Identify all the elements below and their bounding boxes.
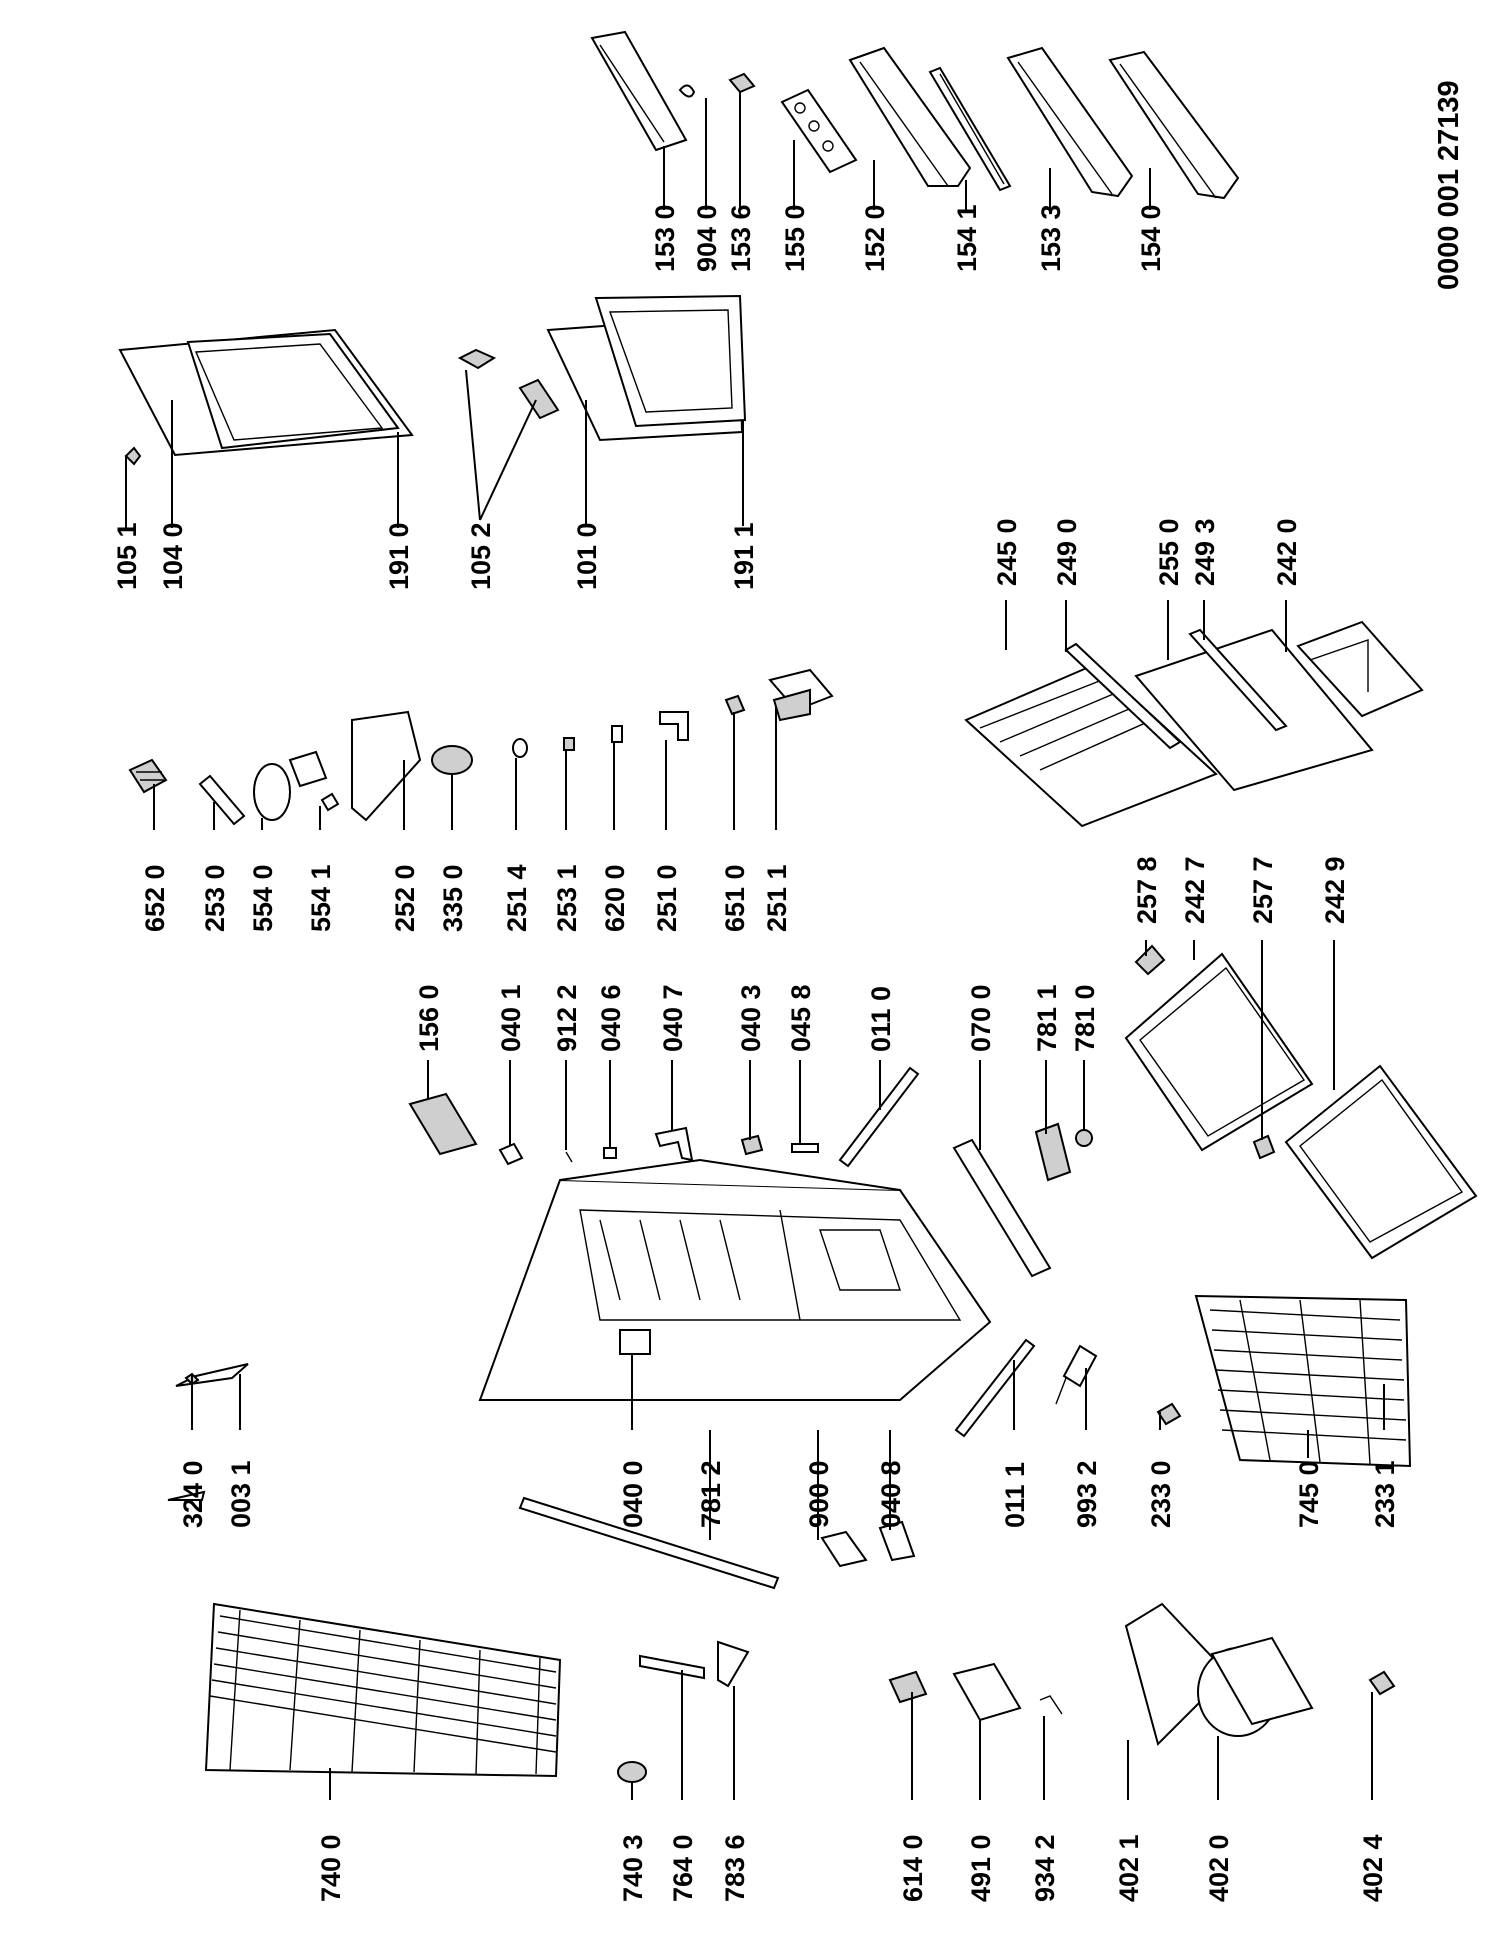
part-label: 011 1	[1000, 1461, 1030, 1528]
part-label: 153 3	[1036, 204, 1066, 272]
part-label: 257 7	[1248, 856, 1278, 924]
part-label: 242 0	[1272, 518, 1302, 586]
part-label: 045 8	[786, 984, 816, 1052]
part-label: 104 0	[158, 522, 188, 590]
part-label: 040 0	[618, 1460, 648, 1528]
part-label: 934 2	[1030, 1834, 1060, 1902]
part-drawings-shelves-drawers	[966, 622, 1476, 1258]
part-label: 402 4	[1358, 1834, 1388, 1902]
part-label: 191 1	[729, 522, 759, 590]
part-label: 040 1	[496, 984, 526, 1052]
part-label: 040 3	[736, 984, 766, 1052]
part-label: 003 1	[226, 1460, 256, 1528]
part-label: 155 0	[780, 204, 810, 272]
part-label: 153 6	[726, 204, 756, 272]
part-label: 620 0	[600, 864, 630, 932]
part-label: 324 0	[178, 1460, 208, 1528]
part-label: 251 1	[762, 864, 792, 932]
part-label: 781 2	[696, 1460, 726, 1528]
part-label: 491 0	[966, 1834, 996, 1902]
part-label: 105 1	[112, 522, 142, 590]
part-label: 783 6	[720, 1834, 750, 1902]
part-label: 257 8	[1132, 856, 1162, 924]
part-label: 740 3	[618, 1834, 648, 1902]
part-drawings-cabinet	[480, 1160, 990, 1400]
part-label: 652 0	[140, 864, 170, 932]
part-label: 402 1	[1114, 1834, 1144, 1902]
part-label: 614 0	[898, 1834, 928, 1902]
part-label: 781 1	[1032, 984, 1062, 1052]
part-label: 402 0	[1204, 1834, 1234, 1902]
part-label: 105 2	[466, 522, 496, 590]
part-label: 651 0	[720, 864, 750, 932]
part-label: 152 0	[860, 204, 890, 272]
part-label: 904 0	[692, 204, 722, 272]
part-label: 740 0	[316, 1834, 346, 1902]
part-label: 554 0	[248, 864, 278, 932]
part-label: 153 0	[650, 204, 680, 272]
part-label: 253 1	[552, 864, 582, 932]
part-label: 242 9	[1320, 856, 1350, 924]
part-drawings-door-accessories	[592, 32, 1238, 198]
part-label: 156 0	[414, 984, 444, 1052]
part-label: 252 0	[390, 864, 420, 932]
part-label: 251 0	[652, 864, 682, 932]
part-label: 335 0	[438, 864, 468, 932]
part-label: 101 0	[572, 522, 602, 590]
part-label: 040 6	[596, 984, 626, 1052]
part-label: 253 0	[200, 864, 230, 932]
part-label: 191 0	[384, 522, 414, 590]
part-label: 745 0	[1294, 1460, 1324, 1528]
part-drawing-condenser	[206, 1498, 778, 1782]
part-drawings-doors	[120, 296, 745, 464]
part-label: 154 1	[952, 204, 982, 272]
part-label: 249 0	[1052, 518, 1082, 586]
document-number: 0000 001 27139	[1433, 80, 1465, 290]
part-label: 249 3	[1190, 518, 1220, 586]
part-label: 554 1	[306, 864, 336, 932]
part-label: 233 1	[1370, 1460, 1400, 1528]
part-label: 245 0	[992, 518, 1022, 586]
part-drawings-controls	[130, 670, 832, 824]
part-label: 255 0	[1154, 518, 1184, 586]
part-label: 233 0	[1146, 1460, 1176, 1528]
part-drawing-evaporator	[1196, 1296, 1410, 1466]
part-label: 040 8	[876, 1460, 906, 1528]
part-label: 242 7	[1180, 856, 1210, 924]
part-label: 900 0	[804, 1460, 834, 1528]
part-label: 781 0	[1070, 984, 1100, 1052]
part-drawings-compressor	[822, 1522, 1394, 1744]
part-label: 912 2	[552, 984, 582, 1052]
part-label: 040 7	[658, 984, 688, 1052]
part-label: 251 4	[502, 864, 532, 932]
part-label: 011 0	[866, 985, 896, 1052]
part-label: 993 2	[1072, 1460, 1102, 1528]
part-label: 764 0	[668, 1834, 698, 1902]
part-label: 070 0	[966, 984, 996, 1052]
part-label: 154 0	[1136, 204, 1166, 272]
